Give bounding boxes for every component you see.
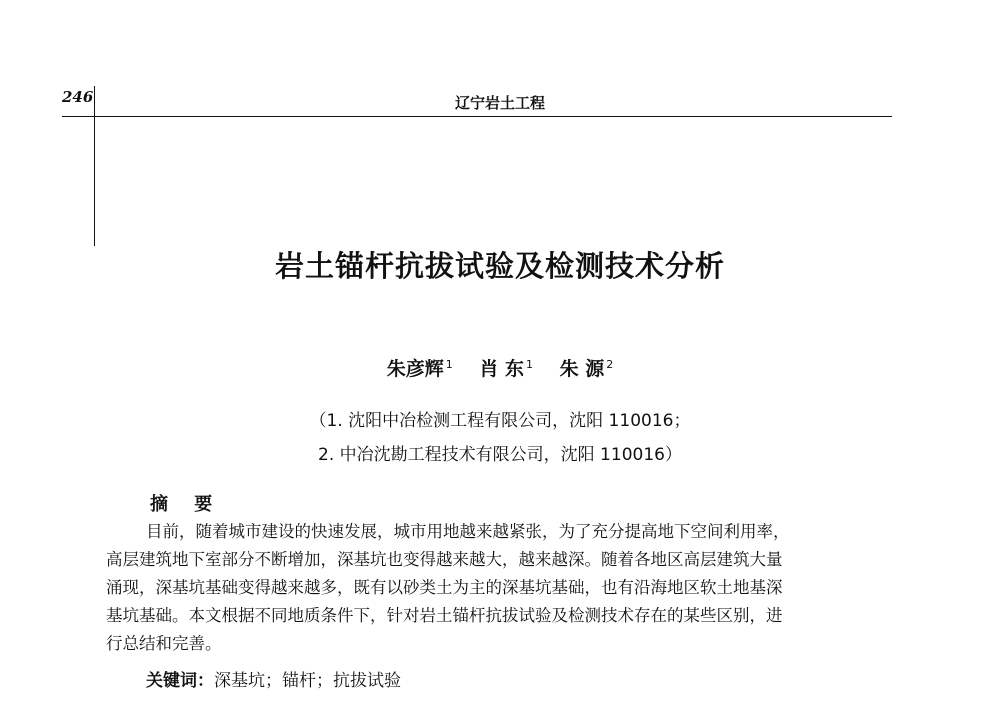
author: 肖 东 $^1$ [479, 357, 533, 380]
paper-title: 岩土锚杆抗拔试验及检测技术分析 [274, 249, 725, 283]
header-vertical-rule [94, 86, 95, 246]
affiliation-2: 2. 中冶沈勘工程技术有限公司，沈阳 110016） [318, 445, 682, 465]
abstract-line: 目前，随着城市建设的快速发展，城市用地越来越紧张，为了充分提高地下空间利用率， [146, 522, 790, 541]
abstract-body [106, 518, 896, 658]
abstract-line: 基坑基础。本文根据不同地质条件下，针对岩土锚杆抗拔试验及检测技术存在的某些区别，进 [106, 606, 783, 625]
keywords [146, 666, 401, 691]
author: 朱 源 $^2$ [559, 357, 614, 380]
header-rule [62, 116, 892, 117]
author: 朱彦辉 $^1$ [386, 357, 453, 380]
abstract-line: 高层建筑地下室部分不断增加，深基坑也变得越来越大，越来越深。随着各地区高层建筑大量 [106, 550, 783, 569]
author-list [0, 354, 1000, 381]
abstract-heading: 摘 要 [150, 494, 223, 515]
journal-name: 辽宁岩土工程 [454, 94, 545, 112]
keywords-text: 深基坑；锚杆；抗拔试验 [214, 671, 401, 691]
keywords-label: 关键词： [146, 671, 214, 691]
page-number: 246 [62, 88, 94, 106]
abstract-line: 行总结和完善。 [106, 634, 222, 653]
abstract-line: 涌现，深基坑基础变得越来越多，既有以砂类土为主的深基坑基础，也有沿海地区软土地基深 [106, 578, 783, 597]
affiliation-1: （1. 沈阳中冶检测工程有限公司，沈阳 110016； [309, 411, 691, 431]
